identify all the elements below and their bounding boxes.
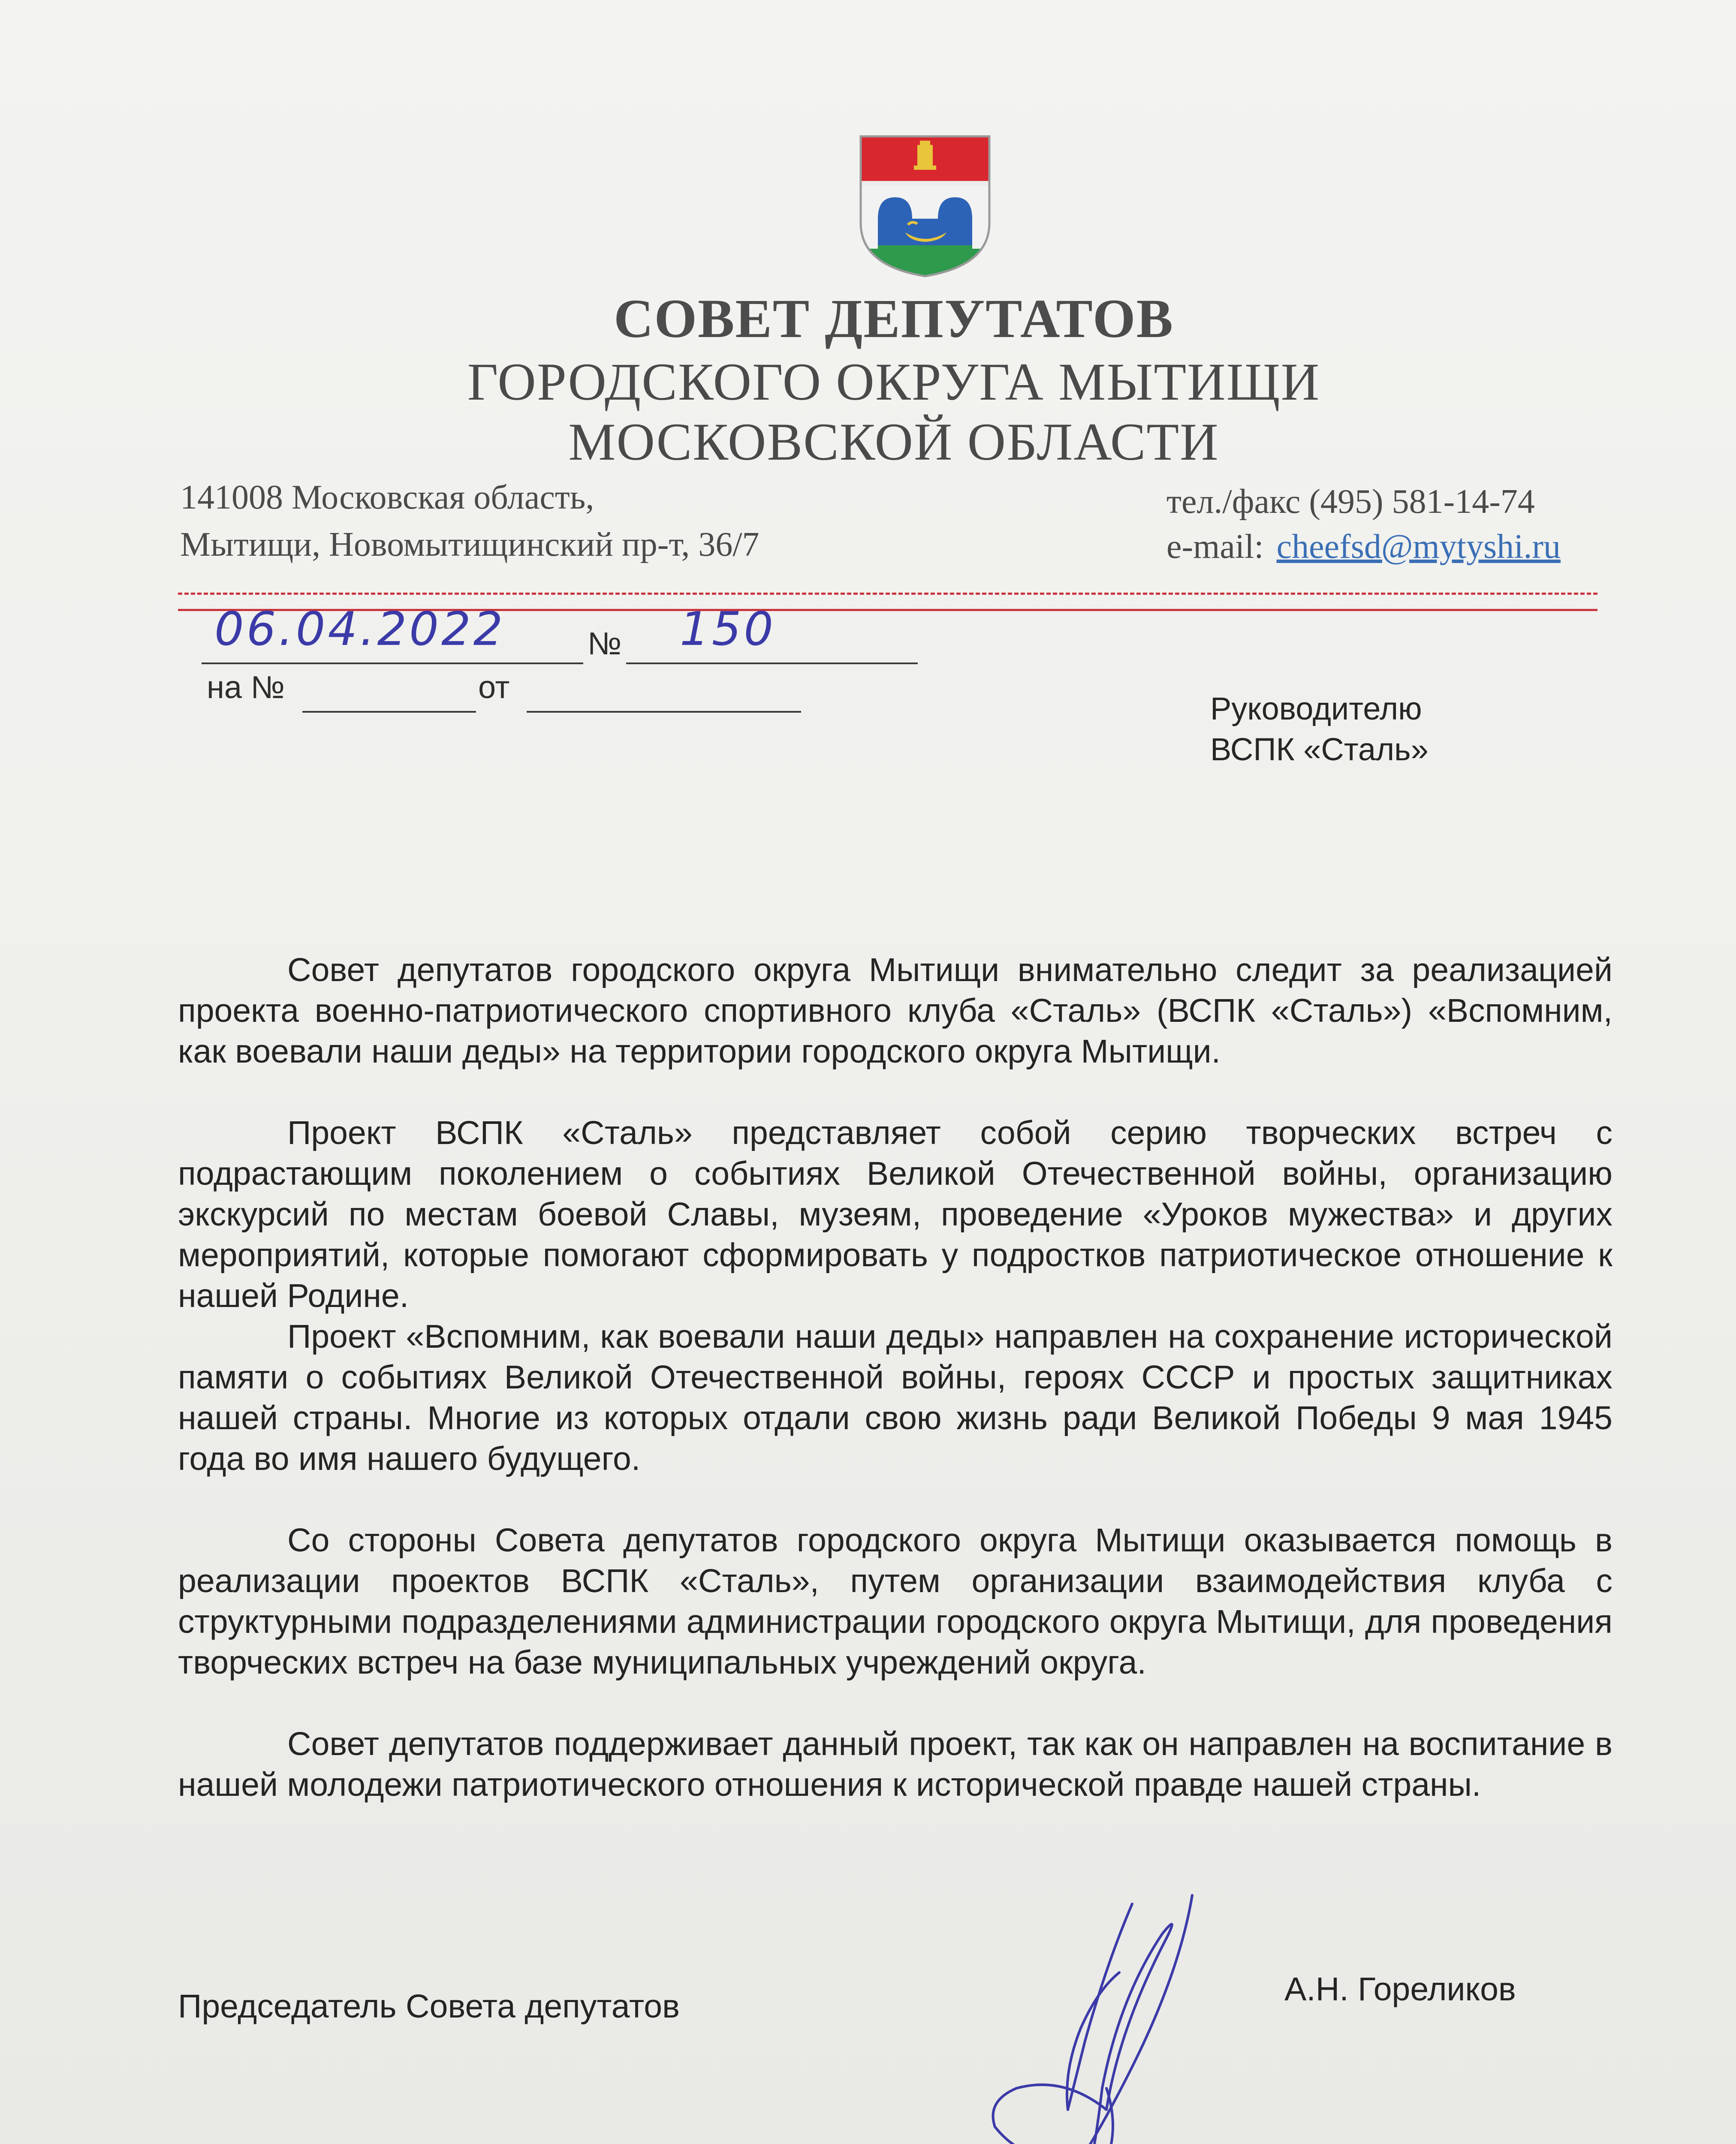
date-underline [202,662,583,664]
reply-date-underline [527,711,801,713]
signatory-title: Председатель Совета депутатов [178,1988,680,2025]
address-line-2: Мытищи, Новомытищинский пр-т, 36/7 [180,526,760,563]
org-name-line-2: ГОРОДСКОГО ОКРУГА МЫТИЩИ [467,352,1320,411]
email-label: e-mail: [1166,528,1264,566]
reply-from-label: от [478,669,510,705]
body-paragraph-4: Со стороны Совета депутатов городского округа Мытищи оказывается помощь в реализации проектов ВСПК «Сталь», путем организации взаимодействия клуба с структурными подразделениями администрации городского округа Мытищи, для проведения творческих встреч на базе муниципальных учреждений округа. [178,1522,1612,1681]
reply-number-label: на № [207,669,285,705]
address-line-1: 141008 Московская область, [180,479,594,516]
number-underline [626,662,918,664]
body-paragraph-2: Проект ВСПК «Сталь» представляет собой серию творческих встреч с подрастающим поколением о событиях Великой Отечественной войны, организацию экскурсий по местам боевой Славы, музеям, проведение «Уроков мужества» и других мероприятий, которые помогают сформировать у подростков патриотическое отношение к нашей Родине. [178,1114,1612,1314]
email-row [1166,527,1561,566]
email-link[interactable]: cheefsd@mytyshi.ru [1276,528,1561,566]
handwritten-signature-icon [978,1887,1218,2144]
header-rule-dashed [178,593,1597,595]
handwritten-number: 150 [680,602,776,656]
signatory-name: А.Н. Гореликов [1284,1971,1516,2008]
handwritten-date: 06.04.2022 [214,602,506,656]
letter-body [178,950,1612,1805]
phone-fax: тел./факс (495) 581-14-74 [1166,483,1535,521]
org-name-line-1: СОВЕТ ДЕПУТАТОВ [614,288,1174,349]
body-paragraph-1: Совет депутатов городского округа Мытищи внимательно следит за реализацией проекта военно-патриотического спортивного клуба «Сталь» (ВСПК «Сталь») «Вспомним, как воевали наши деды» на территории городского округа Мытищи. [178,952,1612,1070]
coat-of-arms-icon [857,133,993,279]
org-name-line-3: МОСКОВСКОЙ ОБЛАСТИ [568,413,1219,471]
body-paragraph-3: Проект «Вспомним, как воевали наши деды» направлен на сохранение исторической памяти о событиях Великой Отечественной войны, героях СССР и простых защитниках нашей страны. Многие из которых отдали свою жизнь ради Великой Победы 9 мая 1945 года во имя нашего будущего. [178,1318,1612,1477]
reply-number-underline [302,711,476,713]
addressee-line-2: ВСПК «Сталь» [1210,732,1429,767]
number-label: № [588,626,622,661]
addressee-line-1: Руководителю [1210,691,1422,726]
body-paragraph-5: Совет депутатов поддерживает данный проект, так как он направлен на воспитание в нашей молодежи патриотического отношения к исторической правде нашей страны. [178,1725,1612,1803]
